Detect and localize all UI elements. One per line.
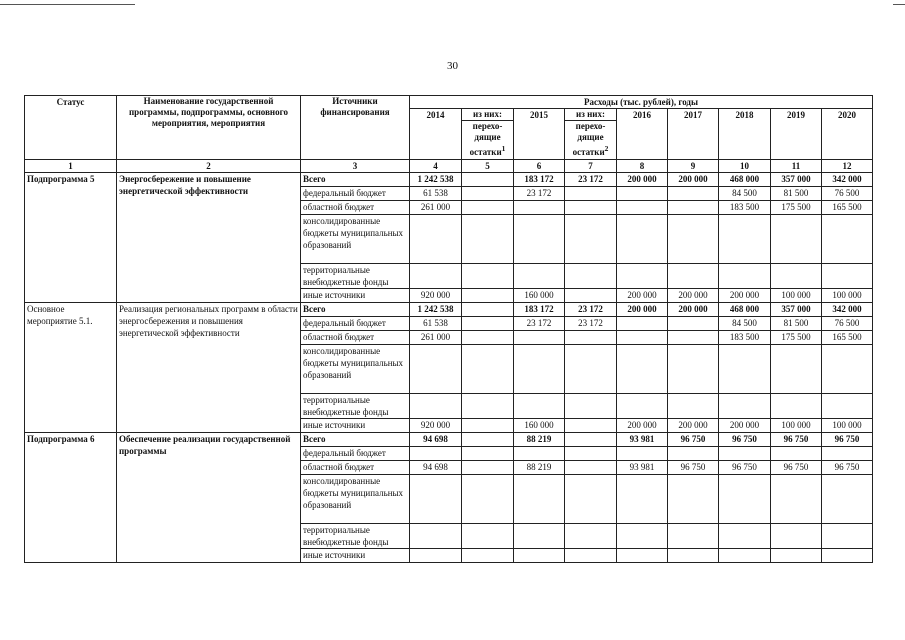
- amount-cell: [410, 215, 462, 264]
- amount-cell: [668, 345, 719, 394]
- amount-cell: 100 000: [822, 419, 873, 433]
- amount-cell: 96 750: [771, 461, 822, 475]
- amount-cell: [462, 215, 514, 264]
- amount-cell: 93 981: [617, 433, 668, 447]
- funding-source: территориальные внебюджетные фонды: [301, 264, 410, 289]
- amount-cell: 200 000: [668, 289, 719, 303]
- amount-cell: [617, 187, 668, 201]
- amount-cell: [410, 447, 462, 461]
- amount-cell: [462, 201, 514, 215]
- funding-source: федеральный бюджет: [301, 317, 410, 331]
- amount-cell: 88 219: [514, 461, 565, 475]
- amount-cell: [617, 215, 668, 264]
- amount-cell: 23 172: [565, 317, 617, 331]
- amount-cell: [462, 394, 514, 419]
- row-program-name: Реализация региональных программ в области энергосбережения и повышения энергетической эффективности: [117, 303, 301, 433]
- amount-cell: 175 500: [771, 331, 822, 345]
- amount-cell: [771, 447, 822, 461]
- amount-cell: [771, 524, 822, 549]
- header-expenses: Расходы (тыс. рублей), годы: [410, 96, 873, 109]
- funding-source: территориальные внебюджетные фонды: [301, 524, 410, 549]
- amount-cell: [462, 475, 514, 524]
- amount-cell: [719, 475, 771, 524]
- header-year-2014: 2014: [410, 109, 462, 160]
- row-status: Основное мероприятие 5.1.: [25, 303, 117, 433]
- header-year-2020: 2020: [822, 109, 873, 160]
- amount-cell: [771, 549, 822, 563]
- amount-cell: [617, 549, 668, 563]
- amount-cell: 342 000: [822, 303, 873, 317]
- funding-source: федеральный бюджет: [301, 447, 410, 461]
- amount-cell: 200 000: [668, 303, 719, 317]
- amount-cell: [462, 303, 514, 317]
- amount-cell: 920 000: [410, 289, 462, 303]
- amount-cell: 76 500: [822, 317, 873, 331]
- header-sources: Источники финансирования: [301, 96, 410, 160]
- amount-cell: 96 750: [822, 461, 873, 475]
- amount-cell: [617, 264, 668, 289]
- amount-cell: [565, 394, 617, 419]
- amount-cell: [565, 345, 617, 394]
- amount-cell: [565, 433, 617, 447]
- column-number: 9: [668, 160, 719, 173]
- amount-cell: [514, 524, 565, 549]
- amount-cell: 76 500: [822, 187, 873, 201]
- amount-cell: [822, 475, 873, 524]
- amount-cell: 84 500: [719, 187, 771, 201]
- amount-cell: 81 500: [771, 317, 822, 331]
- funding-source: иные источники: [301, 549, 410, 563]
- amount-cell: [514, 331, 565, 345]
- amount-cell: 81 500: [771, 187, 822, 201]
- amount-cell: [565, 524, 617, 549]
- amount-cell: [617, 524, 668, 549]
- column-number: 3: [301, 160, 410, 173]
- amount-cell: 84 500: [719, 317, 771, 331]
- table-row: [25, 433, 873, 447]
- funding-source: Всего: [301, 433, 410, 447]
- amount-cell: [462, 345, 514, 394]
- amount-cell: 160 000: [514, 419, 565, 433]
- header-carryover-2-label: перехо-дящие остатки: [572, 121, 606, 157]
- amount-cell: 200 000: [617, 289, 668, 303]
- amount-cell: [668, 524, 719, 549]
- header-year-2019: 2019: [771, 109, 822, 160]
- amount-cell: 200 000: [668, 173, 719, 187]
- amount-cell: 200 000: [617, 419, 668, 433]
- amount-cell: 357 000: [771, 173, 822, 187]
- amount-cell: [771, 475, 822, 524]
- amount-cell: [719, 264, 771, 289]
- amount-cell: 100 000: [771, 419, 822, 433]
- amount-cell: 342 000: [822, 173, 873, 187]
- top-rule-left: [0, 4, 135, 5]
- funding-source: областной бюджет: [301, 331, 410, 345]
- header-row-top: [25, 96, 873, 109]
- amount-cell: 96 750: [668, 461, 719, 475]
- amount-cell: [565, 475, 617, 524]
- funding-source: областной бюджет: [301, 201, 410, 215]
- amount-cell: [719, 549, 771, 563]
- amount-cell: [822, 549, 873, 563]
- amount-cell: 200 000: [719, 419, 771, 433]
- header-year-2018: 2018: [719, 109, 771, 160]
- amount-cell: [617, 345, 668, 394]
- amount-cell: 183 500: [719, 201, 771, 215]
- amount-cell: 1 242 538: [410, 303, 462, 317]
- column-number: 2: [117, 160, 301, 173]
- funding-source: Всего: [301, 173, 410, 187]
- amount-cell: [514, 549, 565, 563]
- column-number: 7: [565, 160, 617, 173]
- amount-cell: [565, 187, 617, 201]
- amount-cell: [514, 394, 565, 419]
- amount-cell: [617, 447, 668, 461]
- amount-cell: [668, 201, 719, 215]
- amount-cell: 200 000: [668, 419, 719, 433]
- amount-cell: 200 000: [617, 303, 668, 317]
- amount-cell: [410, 394, 462, 419]
- amount-cell: [462, 419, 514, 433]
- amount-cell: [719, 215, 771, 264]
- amount-cell: [617, 317, 668, 331]
- footnote-2: 2: [604, 144, 609, 153]
- funding-source: территориальные внебюджетные фонды: [301, 394, 410, 419]
- amount-cell: [462, 549, 514, 563]
- header-of-which-1: из них:: [462, 109, 513, 121]
- amount-cell: 183 172: [514, 173, 565, 187]
- amount-cell: 96 750: [668, 433, 719, 447]
- amount-cell: 23 172: [565, 173, 617, 187]
- amount-cell: [617, 394, 668, 419]
- amount-cell: 88 219: [514, 433, 565, 447]
- amount-cell: [617, 331, 668, 345]
- column-number: 11: [771, 160, 822, 173]
- amount-cell: [668, 394, 719, 419]
- budget-table: [24, 95, 873, 563]
- amount-cell: [822, 264, 873, 289]
- amount-cell: [668, 187, 719, 201]
- amount-cell: [668, 549, 719, 563]
- header-year-2017: 2017: [668, 109, 719, 160]
- amount-cell: 94 698: [410, 461, 462, 475]
- column-number: 4: [410, 160, 462, 173]
- amount-cell: [462, 461, 514, 475]
- amount-cell: 175 500: [771, 201, 822, 215]
- amount-cell: [668, 447, 719, 461]
- column-number: 8: [617, 160, 668, 173]
- amount-cell: [771, 345, 822, 394]
- amount-cell: 96 750: [771, 433, 822, 447]
- amount-cell: 61 538: [410, 317, 462, 331]
- funding-source: иные источники: [301, 419, 410, 433]
- amount-cell: 96 750: [719, 461, 771, 475]
- funding-source: федеральный бюджет: [301, 187, 410, 201]
- column-number-row: [25, 160, 873, 173]
- header-carryover-2: [565, 109, 617, 160]
- amount-cell: [565, 264, 617, 289]
- header-year-2016: 2016: [617, 109, 668, 160]
- amount-cell: [822, 394, 873, 419]
- amount-cell: 100 000: [822, 289, 873, 303]
- header-of-which-2: из них:: [565, 109, 616, 121]
- amount-cell: [668, 331, 719, 345]
- amount-cell: [565, 201, 617, 215]
- amount-cell: [822, 215, 873, 264]
- amount-cell: [565, 419, 617, 433]
- amount-cell: [565, 549, 617, 563]
- amount-cell: 183 500: [719, 331, 771, 345]
- amount-cell: [617, 475, 668, 524]
- amount-cell: [514, 215, 565, 264]
- column-number: 1: [25, 160, 117, 173]
- top-rule-right: [893, 4, 905, 5]
- amount-cell: 23 172: [565, 303, 617, 317]
- row-program-name: Обеспечение реализации государственной программы: [117, 433, 301, 563]
- header-status: Статус: [25, 96, 117, 160]
- column-number: 6: [514, 160, 565, 173]
- table-body: [25, 96, 873, 563]
- amount-cell: 23 172: [514, 317, 565, 331]
- amount-cell: 93 981: [617, 461, 668, 475]
- amount-cell: [462, 331, 514, 345]
- amount-cell: [771, 394, 822, 419]
- amount-cell: [462, 447, 514, 461]
- table-row: [25, 173, 873, 187]
- funding-source: Всего: [301, 303, 410, 317]
- amount-cell: [719, 447, 771, 461]
- amount-cell: [410, 475, 462, 524]
- amount-cell: [462, 524, 514, 549]
- amount-cell: [617, 201, 668, 215]
- amount-cell: [462, 264, 514, 289]
- column-number: 12: [822, 160, 873, 173]
- amount-cell: 94 698: [410, 433, 462, 447]
- amount-cell: [410, 264, 462, 289]
- amount-cell: [719, 524, 771, 549]
- amount-cell: [719, 345, 771, 394]
- amount-cell: 165 500: [822, 201, 873, 215]
- amount-cell: 23 172: [514, 187, 565, 201]
- amount-cell: 468 000: [719, 173, 771, 187]
- header-carryover-1: [462, 109, 514, 160]
- row-status: Подпрограмма 6: [25, 433, 117, 563]
- amount-cell: [410, 549, 462, 563]
- amount-cell: 357 000: [771, 303, 822, 317]
- amount-cell: 100 000: [771, 289, 822, 303]
- amount-cell: [514, 201, 565, 215]
- amount-cell: [822, 447, 873, 461]
- amount-cell: [514, 345, 565, 394]
- page-number: 30: [447, 60, 458, 72]
- amount-cell: [410, 345, 462, 394]
- amount-cell: [771, 215, 822, 264]
- amount-cell: [822, 345, 873, 394]
- amount-cell: [514, 447, 565, 461]
- footnote-1: 1: [501, 144, 506, 153]
- amount-cell: 200 000: [719, 289, 771, 303]
- amount-cell: [668, 317, 719, 331]
- amount-cell: [565, 215, 617, 264]
- amount-cell: [462, 289, 514, 303]
- header-program: Наименование государственной программы, подпрограммы, основного мероприятия, мероприятия: [117, 96, 301, 160]
- amount-cell: 1 242 538: [410, 173, 462, 187]
- funding-source: иные источники: [301, 289, 410, 303]
- amount-cell: [668, 475, 719, 524]
- amount-cell: 261 000: [410, 331, 462, 345]
- amount-cell: 96 750: [719, 433, 771, 447]
- amount-cell: 160 000: [514, 289, 565, 303]
- amount-cell: [462, 317, 514, 331]
- column-number: 10: [719, 160, 771, 173]
- amount-cell: [565, 461, 617, 475]
- amount-cell: [462, 433, 514, 447]
- amount-cell: [719, 394, 771, 419]
- funding-source: консолидированные бюджеты муниципальных образований: [301, 475, 410, 524]
- amount-cell: [514, 264, 565, 289]
- amount-cell: 183 172: [514, 303, 565, 317]
- header-carryover-1-label: перехо-дящие остатки: [469, 121, 503, 157]
- table-row: [25, 303, 873, 317]
- amount-cell: 96 750: [822, 433, 873, 447]
- amount-cell: 61 538: [410, 187, 462, 201]
- amount-cell: [514, 475, 565, 524]
- amount-cell: [771, 264, 822, 289]
- amount-cell: [565, 289, 617, 303]
- amount-cell: 200 000: [617, 173, 668, 187]
- amount-cell: [668, 215, 719, 264]
- column-number: 5: [462, 160, 514, 173]
- amount-cell: [565, 447, 617, 461]
- funding-source: консолидированные бюджеты муниципальных образований: [301, 215, 410, 264]
- row-program-name: Энергосбережение и повышение энергетической эффективности: [117, 173, 301, 303]
- amount-cell: [565, 331, 617, 345]
- amount-cell: 261 000: [410, 201, 462, 215]
- amount-cell: [462, 187, 514, 201]
- header-year-2015: 2015: [514, 109, 565, 160]
- row-status: Подпрограмма 5: [25, 173, 117, 303]
- amount-cell: [822, 524, 873, 549]
- amount-cell: [462, 173, 514, 187]
- amount-cell: 468 000: [719, 303, 771, 317]
- amount-cell: [668, 264, 719, 289]
- funding-source: областной бюджет: [301, 461, 410, 475]
- amount-cell: 165 500: [822, 331, 873, 345]
- amount-cell: 920 000: [410, 419, 462, 433]
- funding-source: консолидированные бюджеты муниципальных образований: [301, 345, 410, 394]
- amount-cell: [410, 524, 462, 549]
